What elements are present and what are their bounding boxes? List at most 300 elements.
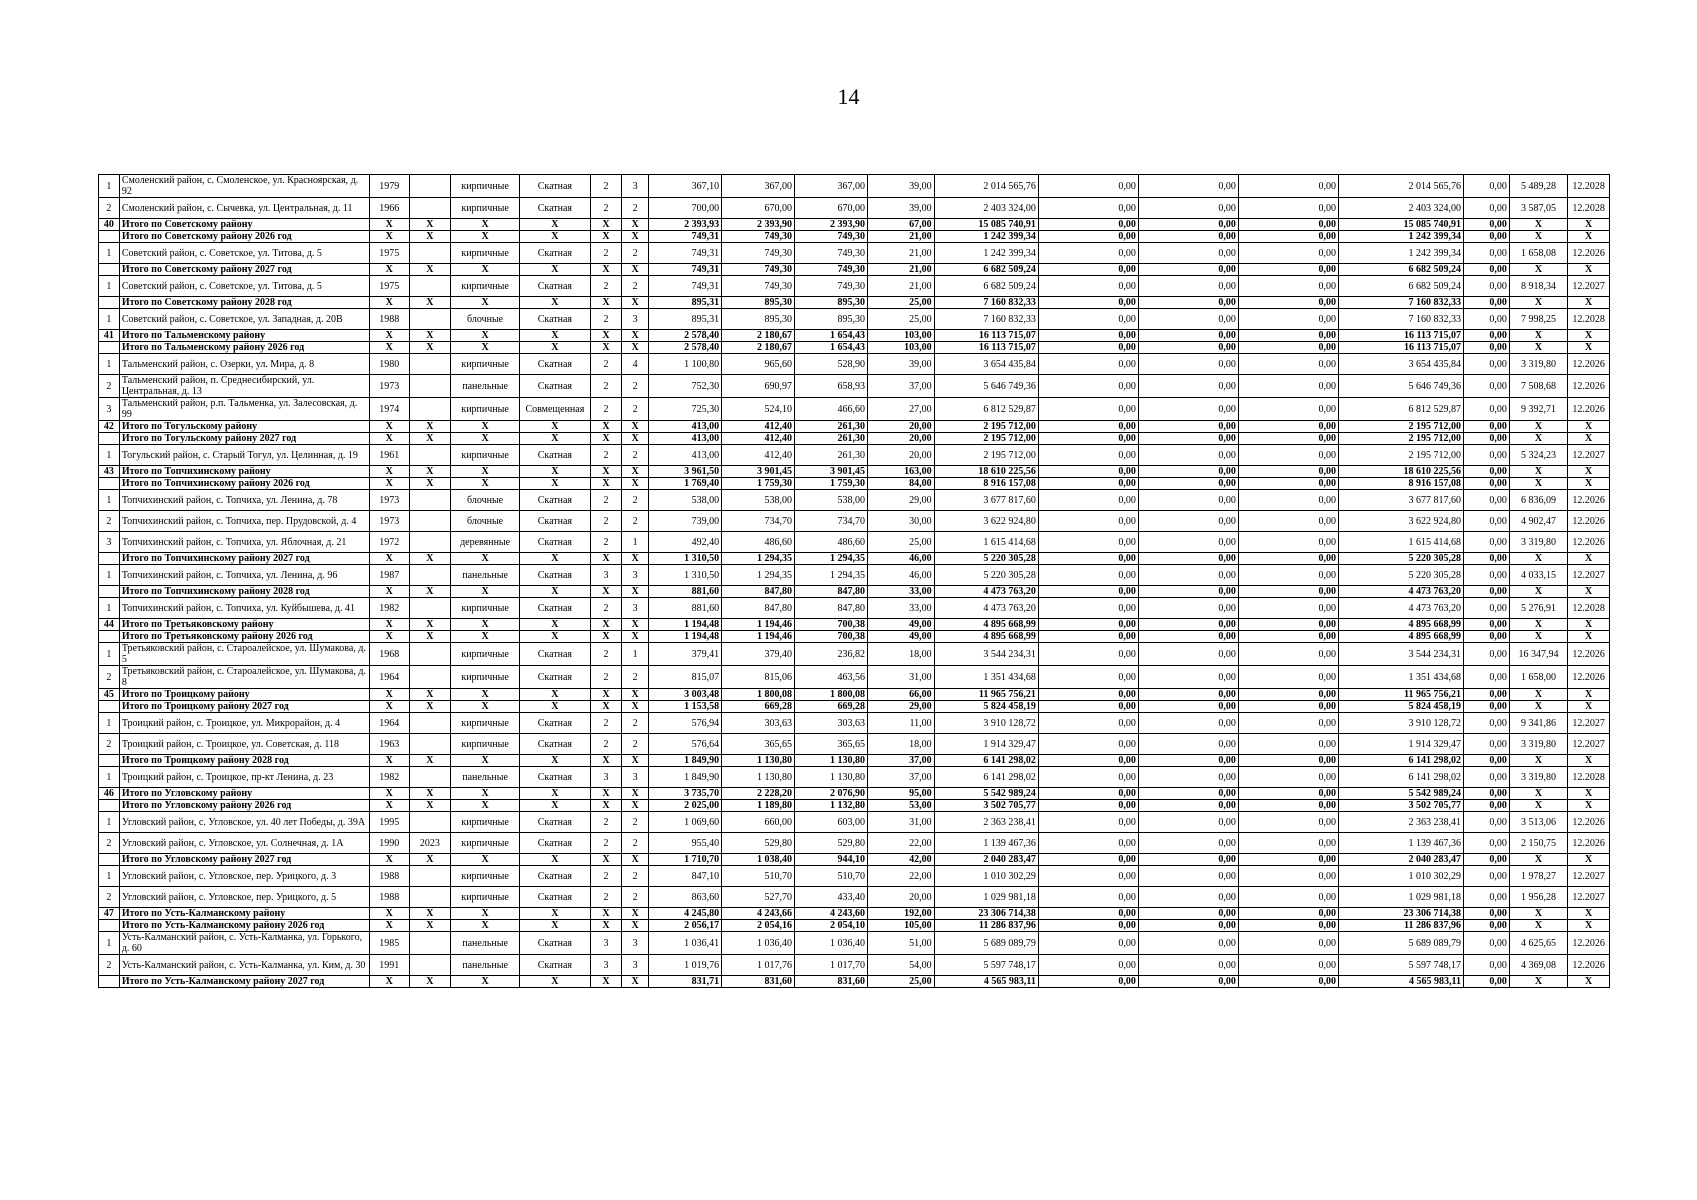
cell-regional-funds: 0,00 [1138, 643, 1238, 666]
cell-federal-funds: 0,00 [1038, 643, 1138, 666]
cell-living-area: 412,40 [722, 445, 795, 466]
cell-floors: 3 [590, 955, 621, 976]
cell-roof-type: Скатная [519, 713, 590, 734]
cell-unit-cost: X [1509, 466, 1567, 478]
cell-floors: X [590, 701, 621, 713]
cell-regional-funds: 0,00 [1138, 619, 1238, 631]
cell-residents-count: 163,00 [867, 466, 934, 478]
cell-residential-area: 749,30 [795, 231, 868, 243]
cell-row-number: 1 [99, 243, 120, 264]
cell-completion-date: X [1568, 421, 1610, 433]
cell-federal-funds: 0,00 [1038, 854, 1138, 866]
cell-roof-type: Скатная [519, 887, 590, 908]
cell-floors: 2 [590, 866, 621, 887]
cell-local-funds: 0,00 [1238, 276, 1338, 297]
cell-total-cost: 23 306 714,38 [934, 908, 1038, 920]
cell-address: Итого по Троицкому району [119, 689, 369, 701]
cell-completion-date: X [1568, 701, 1610, 713]
cell-total-cost: 11 965 756,21 [934, 689, 1038, 701]
cell-floors: 2 [590, 532, 621, 553]
cell-other-funds: 0,00 [1464, 932, 1510, 955]
table-row [99, 887, 1610, 908]
cell-wall-material: кирпичные [451, 666, 520, 689]
cell-owners-funds: 16 113 715,07 [1338, 342, 1463, 354]
cell-wall-material: кирпичные [451, 198, 520, 219]
cell-total-area: 2 056,17 [649, 920, 722, 932]
cell-federal-funds: 0,00 [1038, 553, 1138, 565]
cell-address: Третьяковский район, с. Староалейское, ул. Шумакова, д. 8 [119, 666, 369, 689]
cell-entrances: X [622, 920, 649, 932]
cell-regional-funds: 0,00 [1138, 976, 1238, 988]
cell-total-cost: 2 195 712,00 [934, 445, 1038, 466]
cell-owners-funds: 3 677 817,60 [1338, 490, 1463, 511]
cell-residential-area: 700,38 [795, 619, 868, 631]
cell-owners-funds: 4 895 668,99 [1338, 619, 1463, 631]
table-row [99, 812, 1610, 833]
cell-wall-material: панельные [451, 932, 520, 955]
cell-row-number: 1 [99, 767, 120, 788]
cell-residents-count: 95,00 [867, 788, 934, 800]
cell-wall-material: X [451, 755, 520, 767]
cell-total-area: 1 849,90 [649, 755, 722, 767]
cell-total-cost: 8 916 157,08 [934, 478, 1038, 490]
cell-residents-count: 39,00 [867, 175, 934, 198]
cell-row-number [99, 553, 120, 565]
cell-reconstruction-year [409, 812, 451, 833]
cell-entrances: 4 [622, 354, 649, 375]
cell-federal-funds: 0,00 [1038, 767, 1138, 788]
cell-wall-material: блочные [451, 511, 520, 532]
cell-regional-funds: 0,00 [1138, 866, 1238, 887]
total-row [99, 800, 1610, 812]
cell-wall-material: кирпичные [451, 398, 520, 421]
cell-total-cost: 2 040 283,47 [934, 854, 1038, 866]
cell-living-area: 529,80 [722, 833, 795, 854]
cell-entrances: 2 [622, 713, 649, 734]
cell-roof-type: X [519, 586, 590, 598]
cell-living-area: 2 180,67 [722, 330, 795, 342]
cell-reconstruction-year [409, 734, 451, 755]
cell-total-cost: 1 914 329,47 [934, 734, 1038, 755]
cell-total-area: 725,30 [649, 398, 722, 421]
cell-build-year: 1985 [369, 932, 409, 955]
cell-completion-date: 12.2026 [1568, 932, 1610, 955]
cell-living-area: 2 180,67 [722, 342, 795, 354]
cell-residents-count: 30,00 [867, 511, 934, 532]
cell-federal-funds: 0,00 [1038, 330, 1138, 342]
cell-roof-type: Скатная [519, 734, 590, 755]
cell-build-year: 1975 [369, 243, 409, 264]
cell-completion-date: X [1568, 854, 1610, 866]
cell-living-area: 1 800,08 [722, 689, 795, 701]
cell-reconstruction-year: X [409, 421, 451, 433]
cell-address: Итого по Тогульскому району [119, 421, 369, 433]
cell-federal-funds: 0,00 [1038, 908, 1138, 920]
cell-roof-type: Скатная [519, 490, 590, 511]
cell-residential-area: 1 654,43 [795, 342, 868, 354]
cell-total-area: 749,31 [649, 264, 722, 276]
total-row [99, 976, 1610, 988]
table-row [99, 375, 1610, 398]
cell-other-funds: 0,00 [1464, 955, 1510, 976]
cell-roof-type: X [519, 433, 590, 445]
cell-entrances: X [622, 908, 649, 920]
total-row [99, 264, 1610, 276]
cell-regional-funds: 0,00 [1138, 511, 1238, 532]
cell-total-area: 3 735,70 [649, 788, 722, 800]
cell-entrances: 2 [622, 887, 649, 908]
cell-entrances: X [622, 701, 649, 713]
cell-completion-date: X [1568, 466, 1610, 478]
cell-regional-funds: 0,00 [1138, 932, 1238, 955]
cell-row-number: 1 [99, 866, 120, 887]
cell-residential-area: 1 130,80 [795, 755, 868, 767]
cell-other-funds: 0,00 [1464, 445, 1510, 466]
cell-reconstruction-year [409, 354, 451, 375]
cell-regional-funds: 0,00 [1138, 598, 1238, 619]
cell-completion-date: 12.2027 [1568, 565, 1610, 586]
cell-floors: X [590, 788, 621, 800]
cell-entrances: X [622, 800, 649, 812]
cell-local-funds: 0,00 [1238, 375, 1338, 398]
cell-entrances: X [622, 631, 649, 643]
cell-residents-count: 39,00 [867, 354, 934, 375]
cell-local-funds: 0,00 [1238, 490, 1338, 511]
cell-wall-material: X [451, 297, 520, 309]
total-row [99, 788, 1610, 800]
cell-regional-funds: 0,00 [1138, 309, 1238, 330]
cell-local-funds: 0,00 [1238, 631, 1338, 643]
cell-total-area: 895,31 [649, 309, 722, 330]
cell-local-funds: 0,00 [1238, 433, 1338, 445]
cell-row-number: 1 [99, 643, 120, 666]
cell-federal-funds: 0,00 [1038, 309, 1138, 330]
total-row [99, 631, 1610, 643]
cell-roof-type: X [519, 976, 590, 988]
cell-federal-funds: 0,00 [1038, 666, 1138, 689]
cell-reconstruction-year: X [409, 619, 451, 631]
cell-total-cost: 5 542 989,24 [934, 788, 1038, 800]
cell-federal-funds: 0,00 [1038, 466, 1138, 478]
table-row [99, 932, 1610, 955]
cell-living-area: 379,40 [722, 643, 795, 666]
cell-total-cost: 6 141 298,02 [934, 767, 1038, 788]
cell-unit-cost: 4 369,08 [1509, 955, 1567, 976]
cell-living-area: 3 901,45 [722, 466, 795, 478]
cell-reconstruction-year [409, 511, 451, 532]
cell-other-funds: 0,00 [1464, 466, 1510, 478]
cell-reconstruction-year: X [409, 920, 451, 932]
cell-completion-date: X [1568, 264, 1610, 276]
cell-other-funds: 0,00 [1464, 398, 1510, 421]
cell-row-number: 1 [99, 309, 120, 330]
cell-residential-area: 749,30 [795, 264, 868, 276]
cell-regional-funds: 0,00 [1138, 955, 1238, 976]
cell-living-area: 1 194,46 [722, 631, 795, 643]
cell-floors: X [590, 586, 621, 598]
cell-owners-funds: 2 403 324,00 [1338, 198, 1463, 219]
cell-entrances: X [622, 466, 649, 478]
cell-entrances: 1 [622, 643, 649, 666]
total-row [99, 689, 1610, 701]
cell-unit-cost: 3 319,80 [1509, 532, 1567, 553]
cell-residents-count: 11,00 [867, 713, 934, 734]
cell-other-funds: 0,00 [1464, 565, 1510, 586]
cell-residents-count: 29,00 [867, 490, 934, 511]
cell-regional-funds: 0,00 [1138, 219, 1238, 231]
cell-floors: 2 [590, 666, 621, 689]
cell-roof-type: Скатная [519, 511, 590, 532]
cell-row-number: 1 [99, 565, 120, 586]
cell-total-area: 2 578,40 [649, 342, 722, 354]
table-row [99, 511, 1610, 532]
cell-regional-funds: 0,00 [1138, 701, 1238, 713]
cell-completion-date: 12.2026 [1568, 833, 1610, 854]
cell-address: Итого по Усть-Калманскому району 2027 год [119, 976, 369, 988]
cell-regional-funds: 0,00 [1138, 631, 1238, 643]
cell-residential-area: 538,00 [795, 490, 868, 511]
cell-build-year: 1963 [369, 734, 409, 755]
cell-completion-date: 12.2027 [1568, 276, 1610, 297]
cell-roof-type: X [519, 854, 590, 866]
cell-roof-type: Скатная [519, 955, 590, 976]
cell-residents-count: 103,00 [867, 330, 934, 342]
cell-completion-date: 12.2026 [1568, 354, 1610, 375]
cell-federal-funds: 0,00 [1038, 532, 1138, 553]
cell-owners-funds: 2 014 565,76 [1338, 175, 1463, 198]
cell-total-cost: 6 682 509,24 [934, 264, 1038, 276]
cell-entrances: 3 [622, 767, 649, 788]
cell-regional-funds: 0,00 [1138, 354, 1238, 375]
cell-local-funds: 0,00 [1238, 701, 1338, 713]
cell-floors: 2 [590, 734, 621, 755]
cell-residential-area: 847,80 [795, 586, 868, 598]
cell-unit-cost: 4 033,15 [1509, 565, 1567, 586]
cell-unit-cost: X [1509, 788, 1567, 800]
cell-completion-date: X [1568, 330, 1610, 342]
cell-reconstruction-year: X [409, 689, 451, 701]
cell-wall-material: кирпичные [451, 598, 520, 619]
cell-federal-funds: 0,00 [1038, 631, 1138, 643]
cell-owners-funds: 2 363 238,41 [1338, 812, 1463, 833]
cell-unit-cost: 4 625,65 [1509, 932, 1567, 955]
cell-residents-count: 21,00 [867, 231, 934, 243]
cell-address: Тальменский район, с. Озерки, ул. Мира, д. 8 [119, 354, 369, 375]
cell-regional-funds: 0,00 [1138, 713, 1238, 734]
cell-unit-cost: X [1509, 800, 1567, 812]
page-number: 14 [837, 84, 860, 109]
cell-entrances: 2 [622, 812, 649, 833]
cell-build-year: 1991 [369, 955, 409, 976]
cell-build-year: 1988 [369, 866, 409, 887]
cell-total-cost: 4 473 763,20 [934, 586, 1038, 598]
cell-local-funds: 0,00 [1238, 565, 1338, 586]
cell-row-number [99, 854, 120, 866]
cell-roof-type: X [519, 701, 590, 713]
cell-completion-date: 12.2028 [1568, 175, 1610, 198]
table-row [99, 175, 1610, 198]
cell-floors: 2 [590, 445, 621, 466]
cell-address: Итого по Третьяковскому району [119, 619, 369, 631]
cell-wall-material: X [451, 619, 520, 631]
cell-residents-count: 22,00 [867, 833, 934, 854]
table-row [99, 490, 1610, 511]
cell-regional-funds: 0,00 [1138, 375, 1238, 398]
cell-roof-type: Скатная [519, 833, 590, 854]
cell-completion-date: 12.2028 [1568, 309, 1610, 330]
cell-floors: X [590, 466, 621, 478]
cell-floors: X [590, 631, 621, 643]
cell-living-area: 1 189,80 [722, 800, 795, 812]
cell-floors: 2 [590, 175, 621, 198]
cell-owners-funds: 5 220 305,28 [1338, 565, 1463, 586]
cell-living-area: 895,30 [722, 309, 795, 330]
cell-residents-count: 21,00 [867, 264, 934, 276]
cell-build-year: 1982 [369, 598, 409, 619]
cell-living-area: 690,97 [722, 375, 795, 398]
cell-owners-funds: 4 473 763,20 [1338, 598, 1463, 619]
table-row [99, 565, 1610, 586]
cell-unit-cost: 8 918,34 [1509, 276, 1567, 297]
housing-repair-table [98, 174, 1610, 988]
table-row [99, 309, 1610, 330]
cell-residential-area: 365,65 [795, 734, 868, 755]
cell-wall-material: X [451, 908, 520, 920]
cell-other-funds: 0,00 [1464, 734, 1510, 755]
cell-wall-material: деревянные [451, 532, 520, 553]
cell-row-number: 2 [99, 955, 120, 976]
cell-total-area: 576,64 [649, 734, 722, 755]
cell-entrances: 2 [622, 276, 649, 297]
cell-row-number: 41 [99, 330, 120, 342]
cell-floors: 2 [590, 309, 621, 330]
cell-regional-funds: 0,00 [1138, 767, 1238, 788]
cell-entrances: 2 [622, 198, 649, 219]
table-row [99, 445, 1610, 466]
cell-entrances: 2 [622, 734, 649, 755]
cell-build-year: X [369, 800, 409, 812]
cell-local-funds: 0,00 [1238, 466, 1338, 478]
cell-total-area: 367,10 [649, 175, 722, 198]
cell-residential-area: 433,40 [795, 887, 868, 908]
cell-total-cost: 6 682 509,24 [934, 276, 1038, 297]
cell-living-area: 527,70 [722, 887, 795, 908]
cell-row-number: 1 [99, 932, 120, 955]
cell-wall-material: X [451, 478, 520, 490]
cell-residential-area: 3 901,45 [795, 466, 868, 478]
cell-regional-funds: 0,00 [1138, 297, 1238, 309]
cell-living-area: 1 759,30 [722, 478, 795, 490]
cell-owners-funds: 4 565 983,11 [1338, 976, 1463, 988]
cell-residents-count: 20,00 [867, 445, 934, 466]
cell-build-year: X [369, 297, 409, 309]
cell-wall-material: X [451, 219, 520, 231]
cell-total-cost: 1 029 981,18 [934, 887, 1038, 908]
table-row [99, 276, 1610, 297]
cell-entrances: X [622, 219, 649, 231]
cell-total-area: 749,31 [649, 243, 722, 264]
cell-residents-count: 20,00 [867, 421, 934, 433]
cell-unit-cost: 1 956,28 [1509, 887, 1567, 908]
cell-entrances: 3 [622, 598, 649, 619]
cell-floors: X [590, 433, 621, 445]
cell-local-funds: 0,00 [1238, 511, 1338, 532]
cell-local-funds: 0,00 [1238, 421, 1338, 433]
cell-total-area: 3 961,50 [649, 466, 722, 478]
cell-floors: X [590, 854, 621, 866]
cell-reconstruction-year: X [409, 231, 451, 243]
cell-local-funds: 0,00 [1238, 887, 1338, 908]
cell-roof-type: X [519, 421, 590, 433]
table-row [99, 767, 1610, 788]
cell-completion-date: 12.2028 [1568, 198, 1610, 219]
cell-address: Итого по Советскому району [119, 219, 369, 231]
cell-local-funds: 0,00 [1238, 445, 1338, 466]
cell-total-cost: 3 910 128,72 [934, 713, 1038, 734]
cell-wall-material: кирпичные [451, 734, 520, 755]
cell-total-cost: 15 085 740,91 [934, 219, 1038, 231]
cell-residents-count: 39,00 [867, 198, 934, 219]
cell-total-cost: 4 895 668,99 [934, 631, 1038, 643]
cell-roof-type: X [519, 478, 590, 490]
cell-build-year: 1979 [369, 175, 409, 198]
cell-unit-cost: X [1509, 231, 1567, 243]
cell-local-funds: 0,00 [1238, 734, 1338, 755]
cell-regional-funds: 0,00 [1138, 532, 1238, 553]
cell-roof-type: Скатная [519, 354, 590, 375]
cell-owners-funds: 6 141 298,02 [1338, 755, 1463, 767]
cell-total-cost: 6 812 529,87 [934, 398, 1038, 421]
cell-entrances: 2 [622, 833, 649, 854]
cell-completion-date: X [1568, 342, 1610, 354]
cell-other-funds: 0,00 [1464, 433, 1510, 445]
cell-owners-funds: 5 220 305,28 [1338, 553, 1463, 565]
cell-row-number: 1 [99, 812, 120, 833]
cell-unit-cost: X [1509, 264, 1567, 276]
cell-address: Тальменский район, п. Среднесибирский, ул. Центральная, д. 13 [119, 375, 369, 398]
cell-residential-area: 261,30 [795, 433, 868, 445]
table-row [99, 598, 1610, 619]
cell-wall-material: кирпичные [451, 354, 520, 375]
total-row [99, 297, 1610, 309]
cell-owners-funds: 6 682 509,24 [1338, 264, 1463, 276]
cell-reconstruction-year [409, 276, 451, 297]
cell-residents-count: 20,00 [867, 433, 934, 445]
cell-roof-type: X [519, 920, 590, 932]
cell-residents-count: 25,00 [867, 532, 934, 553]
cell-completion-date: X [1568, 788, 1610, 800]
cell-floors: 2 [590, 833, 621, 854]
cell-owners-funds: 8 916 157,08 [1338, 478, 1463, 490]
cell-completion-date: 12.2026 [1568, 812, 1610, 833]
cell-total-cost: 3 677 817,60 [934, 490, 1038, 511]
cell-residential-area: 1 017,70 [795, 955, 868, 976]
cell-wall-material: панельные [451, 565, 520, 586]
cell-reconstruction-year: X [409, 478, 451, 490]
cell-reconstruction-year [409, 175, 451, 198]
cell-total-area: 1 194,48 [649, 631, 722, 643]
cell-roof-type: Скатная [519, 198, 590, 219]
cell-residential-area: 944,10 [795, 854, 868, 866]
table-row [99, 866, 1610, 887]
cell-floors: X [590, 231, 621, 243]
cell-build-year: X [369, 908, 409, 920]
cell-federal-funds: 0,00 [1038, 713, 1138, 734]
cell-local-funds: 0,00 [1238, 297, 1338, 309]
cell-total-area: 881,60 [649, 598, 722, 619]
cell-row-number [99, 920, 120, 932]
cell-roof-type: Скатная [519, 445, 590, 466]
